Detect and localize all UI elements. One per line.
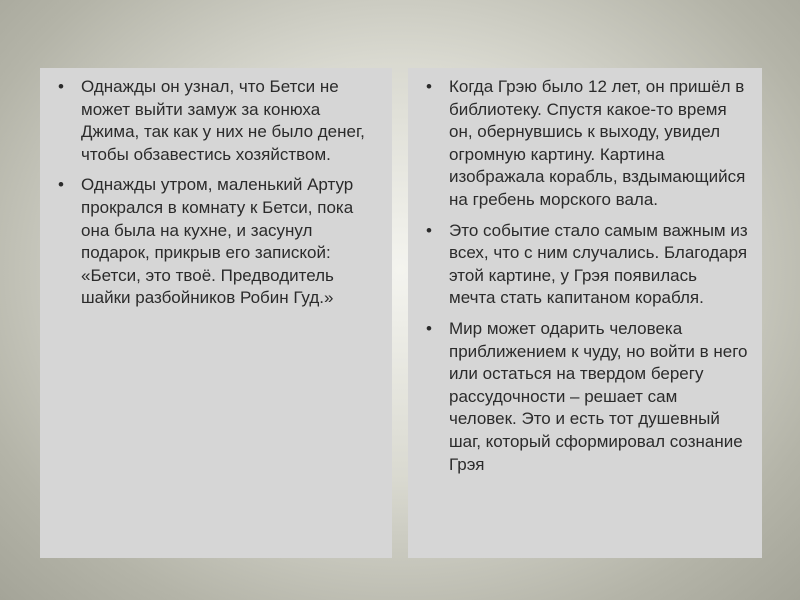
bullet-item: • Однажды утром, маленький Артур прокрался в комнату к Бетси, пока она была на кухне, и засунул подарок, прикрыв его запиской: «Бетси, это твоё. Предводитель шайки разбойников Робин Гуд.»	[52, 174, 378, 310]
right-text-column	[408, 68, 762, 558]
bullet-item: • Это событие стало самым важным из всех, что с ним случались. Благодаря этой картине, у Грэя появилась мечта стать капитаном корабля.	[420, 220, 748, 310]
left-text-column	[40, 68, 392, 558]
bullet-item: • Однажды он узнал, что Бетси не может выйти замуж за конюха Джима, так как у них не было денег, чтобы обзавестись хозяйством.	[52, 76, 378, 166]
left-bullet-list	[52, 76, 378, 310]
bullet-item: • Мир может одарить человека приближением к чуду, но войти в него или остаться на твердом берегу рассудочности – решает сам человек. Это и есть тот душевный шаг, который сформировал сознание Грэя	[420, 318, 748, 476]
bullet-item: • Когда Грэю было 12 лет, он пришёл в библиотеку. Спустя какое-то время он, обернувшись к выходу, увидел огромную картину. Картина изображала корабль, вздымающийся на гребень морского вала.	[420, 76, 748, 212]
right-bullet-list	[420, 76, 748, 476]
